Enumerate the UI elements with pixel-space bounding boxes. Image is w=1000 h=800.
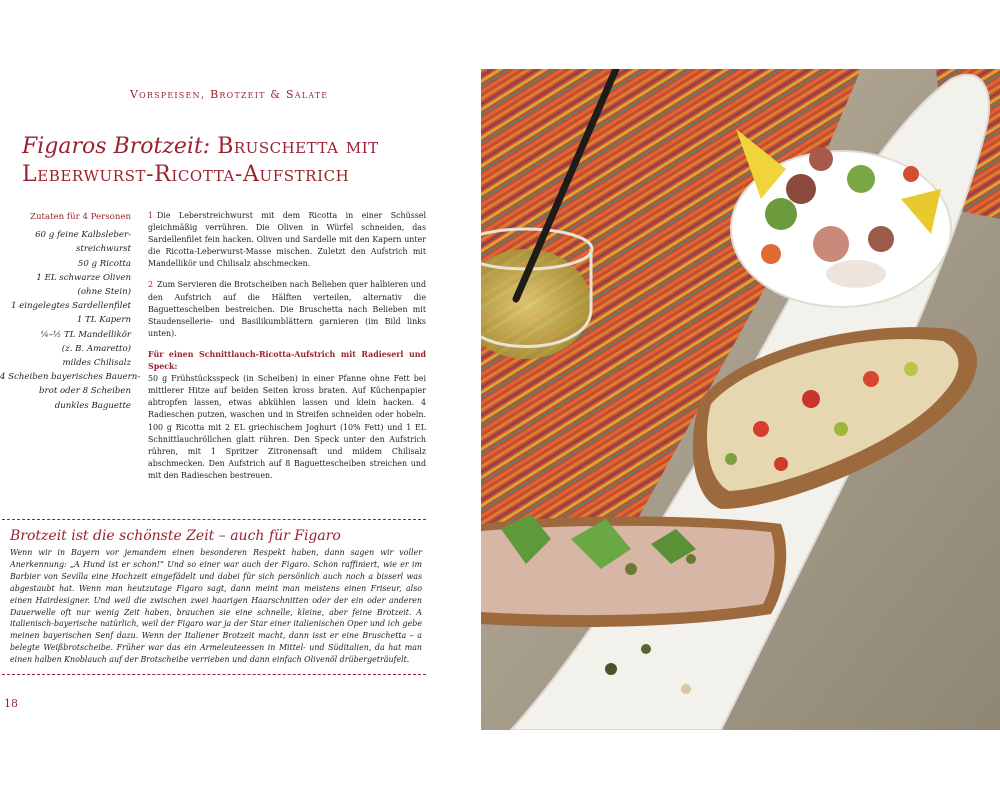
variant-paragraph <box>148 349 426 482</box>
food-photo <box>481 69 1000 730</box>
ingredient-line: dunkles Baguette <box>54 400 131 411</box>
variant-text: 50 g Frühstücksspeck (in Scheiben) in einer Pfanne ohne Fett bei mittlerer Hitze auf beiden Seiten kross braten. Auf Küchenpapier abtropfen lassen, etwas abkühlen lassen und klein hacken. 4 Radieschen putzen, waschen und in Streifen schneiden oder hobeln. 100 g Ricotta mit 2 EL griechischem Joghurt (10% Fett) und 1 EL Schnittlauchröllchen glatt rühren. Den Speck unter den Aufstrich rühren, mit 1 Spritzer Zitronensaft und mildem Chilisalz abschmecken. Den Aufstrich auf 8 Baguettescheiben streichen und mit den Radieschen bestreuen. <box>148 374 426 480</box>
ingredient-line: streichwurst <box>75 244 131 255</box>
ingredient-line: brot oder 8 Scheiben <box>39 386 131 397</box>
ingredient-line: mildes Chilisalz <box>62 358 131 369</box>
page-number: 18 <box>4 697 18 710</box>
ingredient-line: 1 EL schwarze Oliven <box>36 272 131 283</box>
recipe-title <box>22 133 462 189</box>
box-text: Wenn wir in Bayern vor jemandem einen besonderen Respekt haben, dann sagen wir voller Anerkennung: „A Hund ist er schon!“ Und so einer war auch der Figaro. Schon raffiniert, wie er im Barbier von Sevilla eine Hochzeit eingefädelt und dabei für sich persönlich auch noch a bisserl was abgestaubt hat. Wenn man heutzutage Figaro sagt, dann meint man meistens einen Friseur, also einen Hairdesigner. Und weil die zwischen zwei haarigen Haarschnitten oder der ein oder anderen Dauerwelle oft nur wenig Zeit haben, brauchen sie eine schnelle, kleine, aber feine Brotzeit. A italienisch-bayerische natürlich, weil der Figaro war ja der Star einer italienischen Oper und ich gebe meinen bayerischen Senf dazu. Wenn der Italiener Brotzeit macht, dann isst er eine Bruschetta – a belegte Weißbrotscheibe. Früher war das ein Armeleuteessen in Mittel- und Süditalien, da hat man einen halben Knoblauch auf der Brotscheibe verrieben und dann einfach Olivenöl drübergeträufelt. <box>10 548 422 665</box>
ingredient-line: 60 g feine Kalbsleber- <box>35 230 131 241</box>
recipe-title-italic: Figaros Brotzeit: <box>22 134 211 159</box>
box-divider-top <box>2 519 426 520</box>
bruschetta-leberwurst <box>481 514 786 627</box>
box-divider-bottom <box>2 674 426 675</box>
step-2 <box>148 279 426 339</box>
step-1 <box>148 210 426 270</box>
step-text: Zum Servieren die Brotscheiben nach Belieben quer halbieren und den Aufstrich auf die Hälften verteilen, alternativ die Baguettescheiben bestreichen. Die Bruschetta nach Belieben mit Staudensellerie- und Basilikumblättern garnieren (im Bild links unten). <box>148 280 426 338</box>
recipe-title-line-1 <box>22 133 462 161</box>
step-number: 1 <box>148 211 154 220</box>
step-number: 2 <box>148 280 154 290</box>
food-photo-illustration <box>481 69 1000 730</box>
recipe-title-caps: Bruschetta mit <box>217 134 379 159</box>
ingredient-line: 4 Scheiben bayerisches Bauern- <box>0 372 141 383</box>
ingredient-line: (ohne Stein) <box>77 287 131 298</box>
ingredient-line: 1 TL Kapern <box>76 315 131 326</box>
ingredient-line: ¼–½ TL Mandellikör <box>40 329 131 340</box>
ingredients-list <box>0 210 141 413</box>
ingredient-line: 1 eingelegtes Sardellenfilet <box>10 301 131 312</box>
ingredient-line: 50 g Ricotta <box>77 258 131 269</box>
ingredient-line: (z. B. Amaretto) <box>61 343 131 354</box>
ingredients-heading: Zutaten für 4 Personen <box>30 212 131 222</box>
section-header: Vorspeisen, Brotzeit & Salate <box>130 88 329 101</box>
recipe-steps <box>148 210 426 491</box>
variant-heading: Für einen Schnittlauch-Ricotta-Aufstrich mit Radieserl und Speck: <box>148 349 426 372</box>
box-title: Brotzeit ist die schönste Zeit – auch für Figaro <box>10 528 341 544</box>
step-text: Die Leberstreichwurst mit dem Ricotta in einer Schüssel gleichmäßig verrühren. Die Oliven in Würfel schneiden, das Sardellenfilet fein hacken. Oliven und Sardelle mit den Kapern unter die Ricotta-Leberwurst-Masse mischen. Zuletzt den Aufstrich mit Mandellikör und Chilisalz abschmecken. <box>148 211 426 269</box>
recipe-title-line-2: Leberwurst-Ricotta-Aufstrich <box>22 162 350 187</box>
